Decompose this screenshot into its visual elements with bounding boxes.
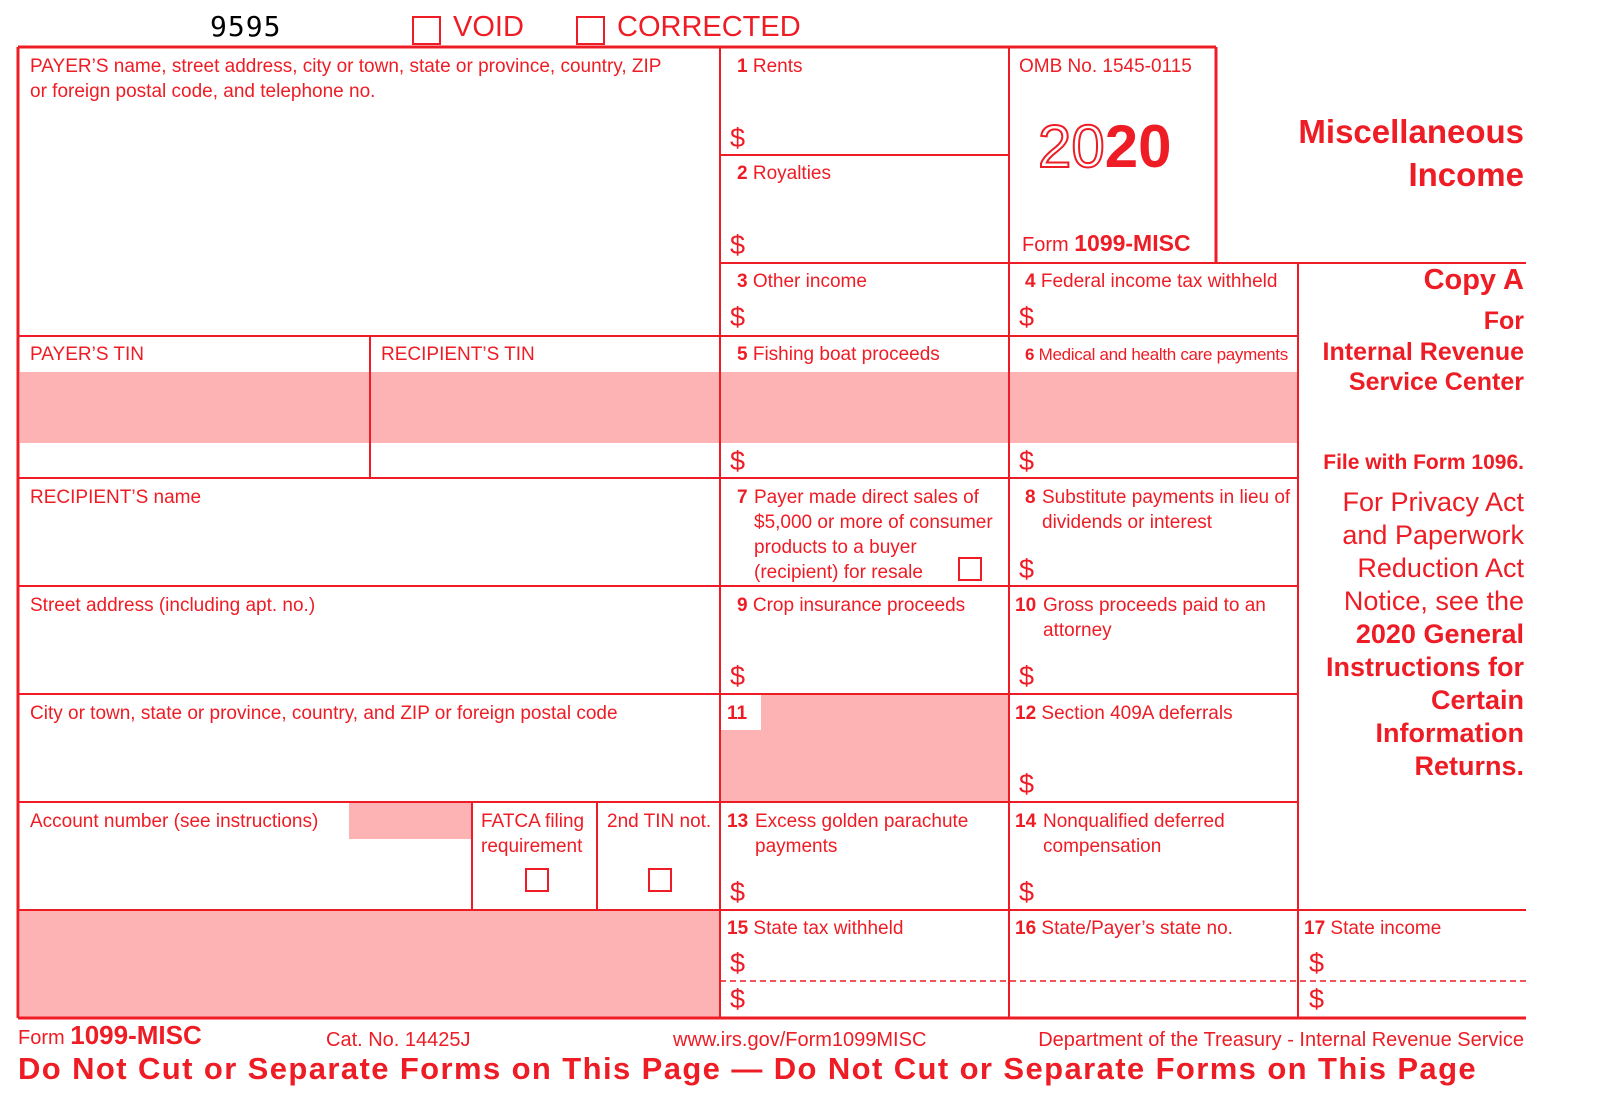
box-13-line1: Excess golden parachute [755,811,969,832]
tax-year-prefix: 20 [1038,113,1105,180]
box-6-label: 6 Medical and health care payments [1025,345,1288,364]
box-13-dollar: $ [730,877,746,907]
box-12-dollar: $ [1019,769,1035,799]
street-address-label: Street address (including apt. no.) [30,595,316,616]
omb-number: OMB No. 1545-0115 [1019,56,1192,77]
box-16-label: 16 State/Payer’s state no. [1015,918,1233,939]
payer-tin-label: PAYER’S TIN [30,344,145,365]
box-15-label: 15 State tax withheld [727,918,904,939]
box-7-line1: Payer made direct sales of [754,487,979,508]
box-10-dollar: $ [1019,661,1035,691]
footer-form-name: Form 1099-MISC [18,1020,202,1050]
city-label: City or town, state or province, country, and ZIP or foreign postal code [30,703,618,724]
second-tin-label: 2nd TIN not. [607,811,712,832]
payer-name-label-line2: or foreign postal code, and telephone no. [30,81,376,102]
copy-a-label: Copy A [1423,264,1524,296]
tax-year-suffix: 20 [1104,113,1172,180]
payer-name-label-line1: PAYER’S name, street address, city or town, state or province, country, ZIP [30,56,662,77]
recipient-name-label: RECIPIENT’S name [30,487,202,508]
box-11-num: 11 [727,703,748,724]
box-14-dollar: $ [1019,877,1035,907]
box-6-dollar: $ [1019,446,1035,476]
box-10-line1: Gross proceeds paid to an [1043,595,1266,616]
box-5-label: 5 Fishing boat proceeds [737,344,940,365]
fatca-label-line2: requirement [481,836,583,857]
second-tin-checkbox[interactable] [648,868,672,892]
corrected-label: CORRECTED [617,11,801,43]
file-with-note: File with Form 1096. [1323,451,1524,474]
box-1-dollar: $ [730,123,746,153]
copy-for: For [1483,307,1524,335]
box-13-num: 13 [727,811,749,832]
box-1-label: 1 Rents [737,56,803,77]
box-8-num: 8 [1025,487,1036,508]
box-15-dollar-1: $ [730,948,746,978]
privacy-notice: For Privacy Act and Paperwork Reduction Act Notice, see the 2020 General Instructions for Certain Information Returns. [1325,487,1524,781]
box-5-dollar: $ [730,446,746,476]
box-7-checkbox[interactable] [958,557,982,581]
box-7-line3: products to a buyer [754,537,917,558]
footer-url: www.irs.gov/Form1099MISC [673,1029,927,1051]
box-7-num: 7 [737,487,748,508]
box-8-dollar: $ [1019,554,1035,584]
box-7-line2: $5,000 or more of consumer [754,512,993,533]
box-17-dollar-1: $ [1309,948,1325,978]
box-8-line1: Substitute payments in lieu of [1042,487,1291,508]
box-3-dollar: $ [730,302,746,332]
box-14-num: 14 [1015,811,1037,832]
box-13-line2: payments [755,836,838,857]
box-15-dollar-2: $ [730,984,746,1014]
account-number-label: Account number (see instructions) [30,811,319,832]
fatca-checkbox[interactable] [525,868,549,892]
box-10-line2: attorney [1043,620,1112,641]
fatca-label-line1: FATCA filing [481,811,585,832]
box-14-line2: compensation [1043,836,1162,857]
footer-department: Department of the Treasury - Internal Revenue Service [1038,1029,1524,1051]
footer-warning: Do Not Cut or Separate Forms on This Page — Do Not Cut or Separate Forms on This Page [18,1051,1478,1086]
box-4-label: 4 Federal income tax withheld [1025,271,1278,292]
form-code: 9595 [210,10,282,43]
box-9-dollar: $ [730,661,746,691]
omb-form-name: Form 1099-MISC [1022,230,1191,256]
box-3-label: 3 Other income [737,271,867,292]
box-12-label: 12 Section 409A deferrals [1015,703,1233,724]
box-2-label: 2 Royalties [737,163,832,184]
footer-cat-no: Cat. No. 14425J [326,1029,471,1051]
recipient-tin-label: RECIPIENT’S TIN [381,344,535,365]
box-17-label: 17 State income [1304,918,1442,939]
tax-year [1038,112,1172,182]
form-title: Miscellaneous Income [1298,113,1524,193]
box-4-dollar: $ [1019,302,1035,332]
box-14-line1: Nonqualified deferred [1043,811,1225,832]
box-2-dollar: $ [730,230,746,260]
box-9-label: 9 Crop insurance proceeds [737,595,966,616]
void-label: VOID [453,11,524,43]
box-17-dollar-2: $ [1309,984,1325,1014]
copy-destination: Internal Revenue Service Center [1322,338,1524,396]
box-8-line2: dividends or interest [1042,512,1213,533]
box-7-line4: (recipient) for resale [754,562,923,583]
box-10-num: 10 [1015,595,1037,616]
